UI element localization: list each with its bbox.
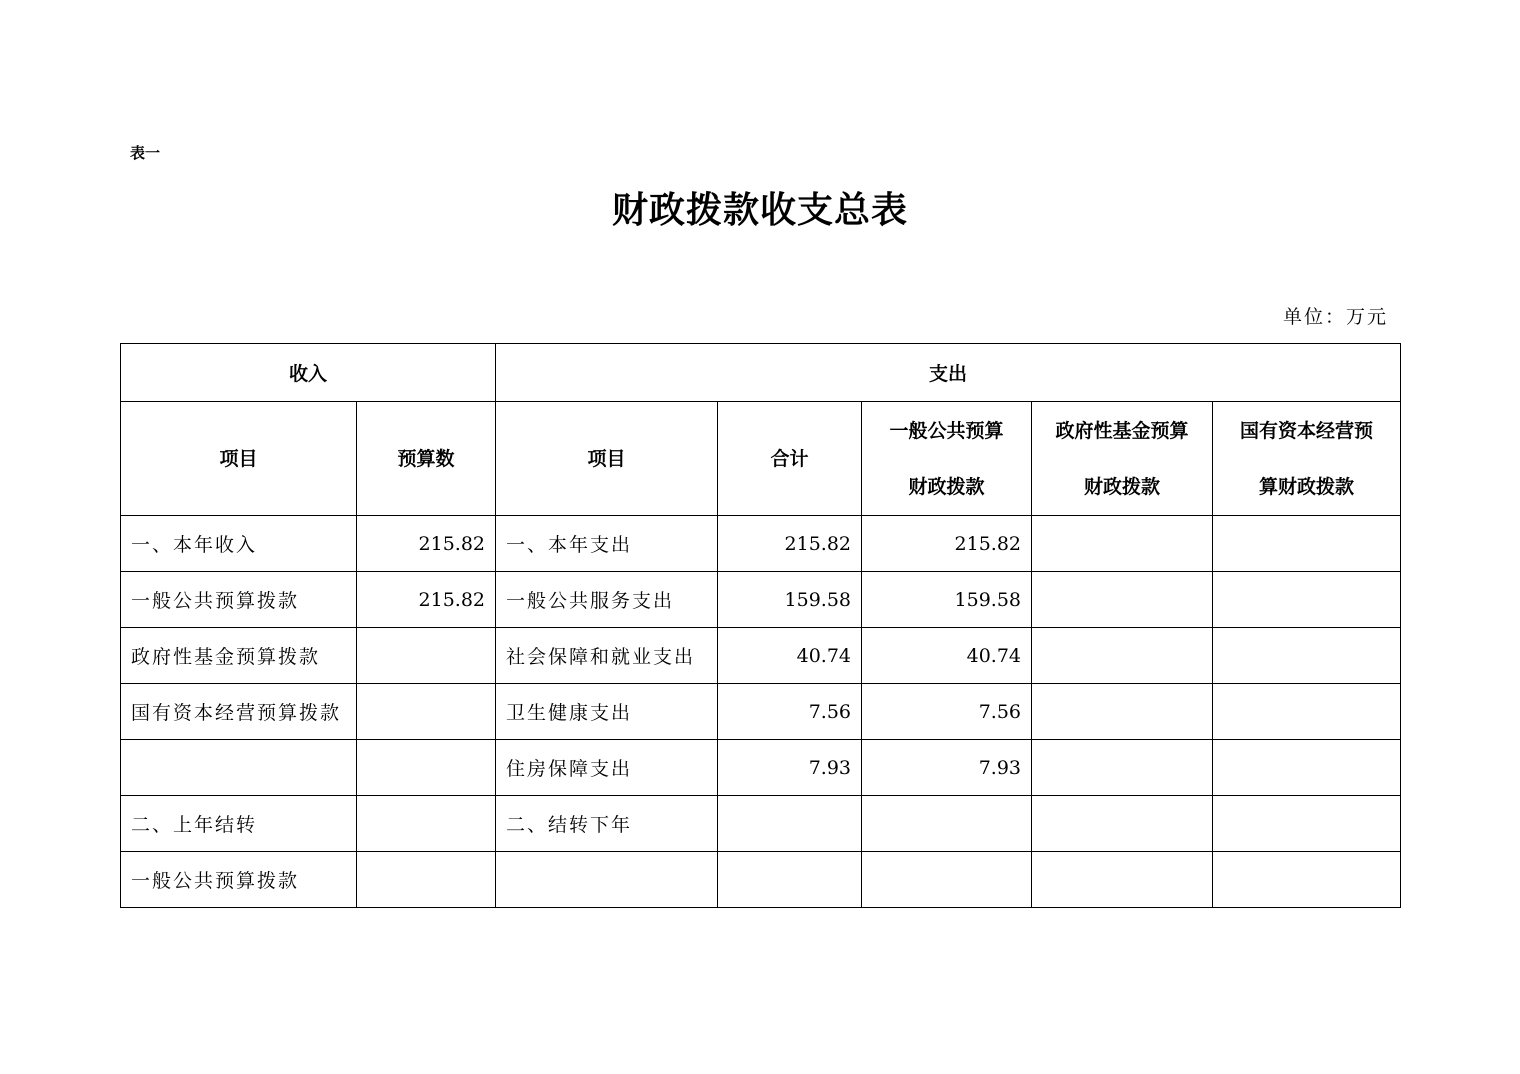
income-item-cell: 政府性基金预算拨款 — [121, 628, 357, 684]
gov-fund-cell — [1032, 796, 1213, 852]
general-budget-cell: 7.56 — [862, 684, 1032, 740]
income-budget-header: 预算数 — [357, 402, 496, 516]
gov-fund-cell — [1032, 572, 1213, 628]
state-capital-cell — [1213, 684, 1401, 740]
total-cell: 40.74 — [718, 628, 862, 684]
expense-item-header: 项目 — [496, 402, 718, 516]
unit-label: 单位：万元 — [1282, 306, 1388, 328]
page-title: 财政拨款收支总表 — [611, 189, 908, 231]
total-cell: 215.82 — [718, 516, 862, 572]
income-budget-cell — [357, 796, 496, 852]
gov-fund-cell — [1032, 740, 1213, 796]
table-row — [121, 684, 1401, 740]
state-capital-header — [1213, 402, 1401, 516]
state-capital-cell — [1213, 796, 1401, 852]
general-budget-cell: 215.82 — [862, 516, 1032, 572]
gov-fund-cell — [1032, 852, 1213, 908]
income-item-cell: 二、上年结转 — [121, 796, 357, 852]
general-budget-header-line1: 一般公共预算 — [889, 419, 1004, 442]
state-capital-cell — [1213, 740, 1401, 796]
income-budget-cell: 215.82 — [357, 572, 496, 628]
expense-item-cell — [496, 852, 718, 908]
gov-fund-header-line2: 财政拨款 — [1084, 475, 1161, 498]
table-label: 表一 — [130, 144, 161, 162]
income-item-cell — [121, 740, 357, 796]
income-item-cell: 一般公共预算拨款 — [121, 852, 357, 908]
income-budget-cell — [357, 684, 496, 740]
income-item-cell: 一、本年收入 — [121, 516, 357, 572]
income-item-cell: 一般公共预算拨款 — [121, 572, 357, 628]
expense-item-cell: 卫生健康支出 — [496, 684, 718, 740]
general-budget-header-line2: 财政拨款 — [908, 475, 985, 498]
expense-item-cell: 一般公共服务支出 — [496, 572, 718, 628]
general-budget-cell — [862, 796, 1032, 852]
table-row — [121, 740, 1401, 796]
expense-item-cell: 住房保障支出 — [496, 740, 718, 796]
state-capital-cell — [1213, 852, 1401, 908]
general-budget-cell — [862, 852, 1032, 908]
gov-fund-header — [1032, 402, 1213, 516]
income-item-cell: 国有资本经营预算拨款 — [121, 684, 357, 740]
budget-table — [120, 343, 1401, 908]
total-header: 合计 — [718, 402, 862, 516]
total-cell: 7.56 — [718, 684, 862, 740]
expense-item-cell: 社会保障和就业支出 — [496, 628, 718, 684]
table-row — [121, 852, 1401, 908]
income-item-header: 项目 — [121, 402, 357, 516]
state-capital-cell — [1213, 516, 1401, 572]
expense-item-cell: 一、本年支出 — [496, 516, 718, 572]
table-row — [121, 572, 1401, 628]
general-budget-header — [862, 402, 1032, 516]
expense-item-cell: 二、结转下年 — [496, 796, 718, 852]
gov-fund-cell — [1032, 684, 1213, 740]
state-capital-header-line2: 算财政拨款 — [1259, 475, 1355, 498]
total-cell: 159.58 — [718, 572, 862, 628]
state-capital-header-line1: 国有资本经营预 — [1240, 419, 1374, 442]
total-cell — [718, 852, 862, 908]
income-header: 收入 — [121, 344, 496, 402]
expense-header: 支出 — [496, 344, 1401, 402]
general-budget-cell: 40.74 — [862, 628, 1032, 684]
total-cell — [718, 796, 862, 852]
table-row — [121, 516, 1401, 572]
total-cell: 7.93 — [718, 740, 862, 796]
income-budget-cell: 215.82 — [357, 516, 496, 572]
gov-fund-header-line1: 政府性基金预算 — [1055, 419, 1189, 442]
income-budget-cell — [357, 740, 496, 796]
general-budget-cell: 7.93 — [862, 740, 1032, 796]
gov-fund-cell — [1032, 628, 1213, 684]
income-budget-cell — [357, 628, 496, 684]
table-row — [121, 796, 1401, 852]
state-capital-cell — [1213, 572, 1401, 628]
table-row — [121, 628, 1401, 684]
header-row-columns — [121, 402, 1401, 516]
state-capital-cell — [1213, 628, 1401, 684]
income-budget-cell — [357, 852, 496, 908]
general-budget-cell: 159.58 — [862, 572, 1032, 628]
gov-fund-cell — [1032, 516, 1213, 572]
header-row-top — [121, 344, 1401, 402]
